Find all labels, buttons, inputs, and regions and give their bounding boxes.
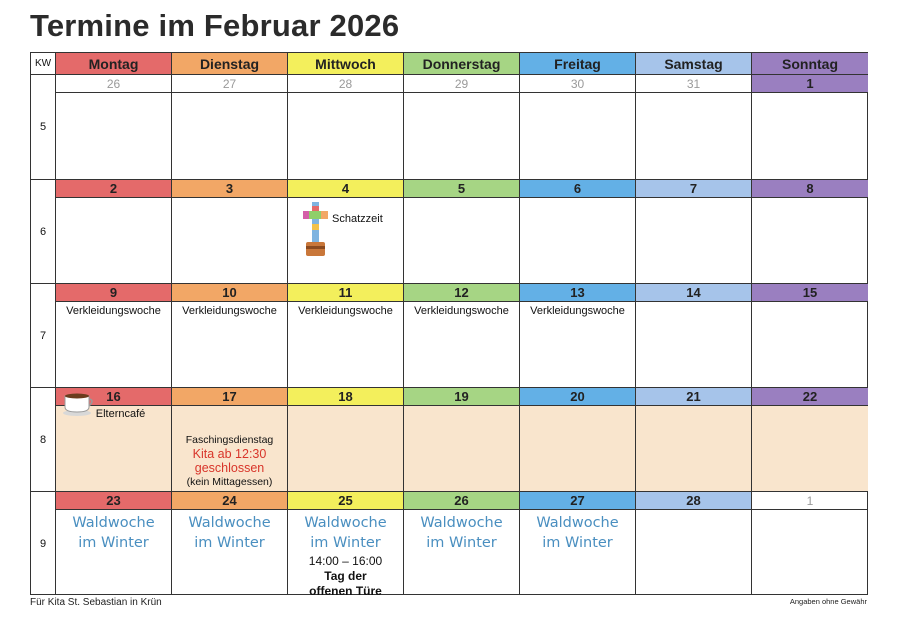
day-cell	[404, 180, 520, 284]
day-cell	[404, 492, 520, 595]
kw-8: 8	[31, 388, 56, 492]
event-waldwoche-line2: im Winter	[194, 535, 265, 551]
footer-kita: Für Kita St. Sebastian in Krün	[30, 597, 162, 608]
header-samstag: Samstag	[636, 53, 752, 75]
day-cell	[404, 388, 520, 492]
event-verkleidungswoche: Verkleidungswoche	[298, 305, 393, 317]
day-cell	[288, 284, 404, 388]
event-verkleidungswoche: Verkleidungswoche	[530, 305, 625, 317]
event-waldwoche	[172, 513, 287, 553]
day-number: 30	[520, 75, 635, 93]
day-number: 1	[752, 75, 868, 93]
kw-7: 7	[31, 284, 56, 388]
event-waldwoche	[520, 513, 635, 553]
day-cell	[172, 284, 288, 388]
day-cell	[56, 492, 172, 595]
day-cell	[636, 284, 752, 388]
day-cell	[172, 492, 288, 595]
event-waldwoche-line1: Waldwoche	[188, 515, 271, 531]
event-verkleidungswoche: Verkleidungswoche	[66, 305, 161, 317]
kw-header: KW	[31, 53, 56, 75]
header-donnerstag: Donnerstag	[404, 53, 520, 75]
event-open-title-1: Tag der	[324, 569, 367, 583]
day-cell	[288, 180, 404, 284]
day-cell	[404, 75, 520, 180]
day-number: 15	[752, 284, 868, 302]
day-cell	[636, 492, 752, 595]
event-kein-mittagessen: (kein Mittagessen)	[186, 476, 273, 488]
day-number: 28	[636, 492, 751, 510]
event-verkleidungswoche: Verkleidungswoche	[414, 305, 509, 317]
day-number: 27	[172, 75, 287, 93]
day-cell	[752, 180, 868, 284]
event-kita-geschlossen: Kita ab 12:30 geschlossen	[192, 447, 267, 475]
day-number: 26	[404, 492, 519, 510]
header-freitag: Freitag	[520, 53, 636, 75]
kw-5: 5	[31, 75, 56, 180]
day-number: 7	[636, 180, 751, 198]
day-number: 8	[752, 180, 868, 198]
day-cell	[288, 75, 404, 180]
day-number: 21	[636, 388, 751, 406]
event-waldwoche	[56, 513, 171, 553]
day-cell	[636, 180, 752, 284]
event-open-time: 14:00 – 16:00	[308, 554, 383, 568]
day-cell	[56, 284, 172, 388]
day-cell	[752, 75, 868, 180]
day-number: 3	[172, 180, 287, 198]
event-waldwoche-line1: Waldwoche	[420, 515, 503, 531]
day-number: 29	[404, 75, 519, 93]
day-number: 18	[288, 388, 403, 406]
event-waldwoche-line2: im Winter	[310, 535, 381, 551]
day-cell	[636, 388, 752, 492]
event-waldwoche-line1: Waldwoche	[536, 515, 619, 531]
calendar-grid	[30, 52, 868, 598]
day-cell	[636, 75, 752, 180]
day-cell	[172, 180, 288, 284]
day-cell	[520, 388, 636, 492]
day-number: 4	[288, 180, 403, 198]
header-montag: Montag	[56, 53, 172, 75]
event-verkleidungswoche: Verkleidungswoche	[182, 305, 277, 317]
day-number: 14	[636, 284, 751, 302]
header-dienstag: Dienstag	[172, 53, 288, 75]
day-number: 9	[56, 284, 171, 302]
day-cell	[172, 388, 288, 492]
day-number: 16	[56, 388, 171, 406]
event-waldwoche	[288, 513, 403, 553]
day-number: 17	[172, 388, 287, 406]
event-open-title-2: offenen Türe	[309, 584, 382, 598]
day-number: 1	[752, 492, 868, 510]
kw-6: 6	[31, 180, 56, 284]
day-cell	[56, 388, 172, 492]
day-number: 12	[404, 284, 519, 302]
event-waldwoche-line1: Waldwoche	[304, 515, 387, 531]
day-cell	[520, 75, 636, 180]
day-number: 24	[172, 492, 287, 510]
day-number: 13	[520, 284, 635, 302]
day-cell	[520, 284, 636, 388]
day-cell	[404, 284, 520, 388]
day-number: 27	[520, 492, 635, 510]
day-cell	[520, 492, 636, 595]
day-cell	[752, 492, 868, 595]
kw-9: 9	[31, 492, 56, 595]
day-number: 10	[172, 284, 287, 302]
event-elterncafe: Elterncafé	[95, 408, 146, 420]
footer-disclaimer: Angaben ohne Gewähr	[789, 597, 867, 606]
event-waldwoche-line2: im Winter	[78, 535, 149, 551]
day-number: 31	[636, 75, 751, 93]
page-title: Termine im Februar 2026	[30, 8, 400, 43]
day-number: 28	[288, 75, 403, 93]
event-waldwoche-line2: im Winter	[426, 535, 497, 551]
day-cell	[172, 75, 288, 180]
day-cell	[56, 75, 172, 180]
day-number: 23	[56, 492, 171, 510]
day-number: 20	[520, 388, 635, 406]
day-cell	[520, 180, 636, 284]
header-mittwoch: Mittwoch	[288, 53, 404, 75]
day-cell	[288, 388, 404, 492]
day-cell	[288, 492, 404, 598]
day-number: 19	[404, 388, 519, 406]
day-number: 5	[404, 180, 519, 198]
event-waldwoche-line2: im Winter	[542, 535, 613, 551]
day-number: 11	[288, 284, 403, 302]
event-waldwoche	[404, 513, 519, 553]
day-number: 26	[56, 75, 171, 93]
header-sonntag: Sonntag	[752, 53, 868, 75]
day-number: 2	[56, 180, 171, 198]
treasure-cross-icon	[302, 202, 328, 258]
day-number: 25	[288, 492, 403, 510]
day-cell	[56, 180, 172, 284]
day-cell	[752, 388, 868, 492]
day-number: 22	[752, 388, 868, 406]
day-number: 6	[520, 180, 635, 198]
event-waldwoche-line1: Waldwoche	[72, 515, 155, 531]
coffee-cup-icon	[62, 392, 96, 416]
event-schatzzeit: Schatzzeit	[332, 213, 383, 225]
day-cell	[752, 284, 868, 388]
event-faschingsdienstag: Faschingsdienstag	[185, 434, 274, 446]
